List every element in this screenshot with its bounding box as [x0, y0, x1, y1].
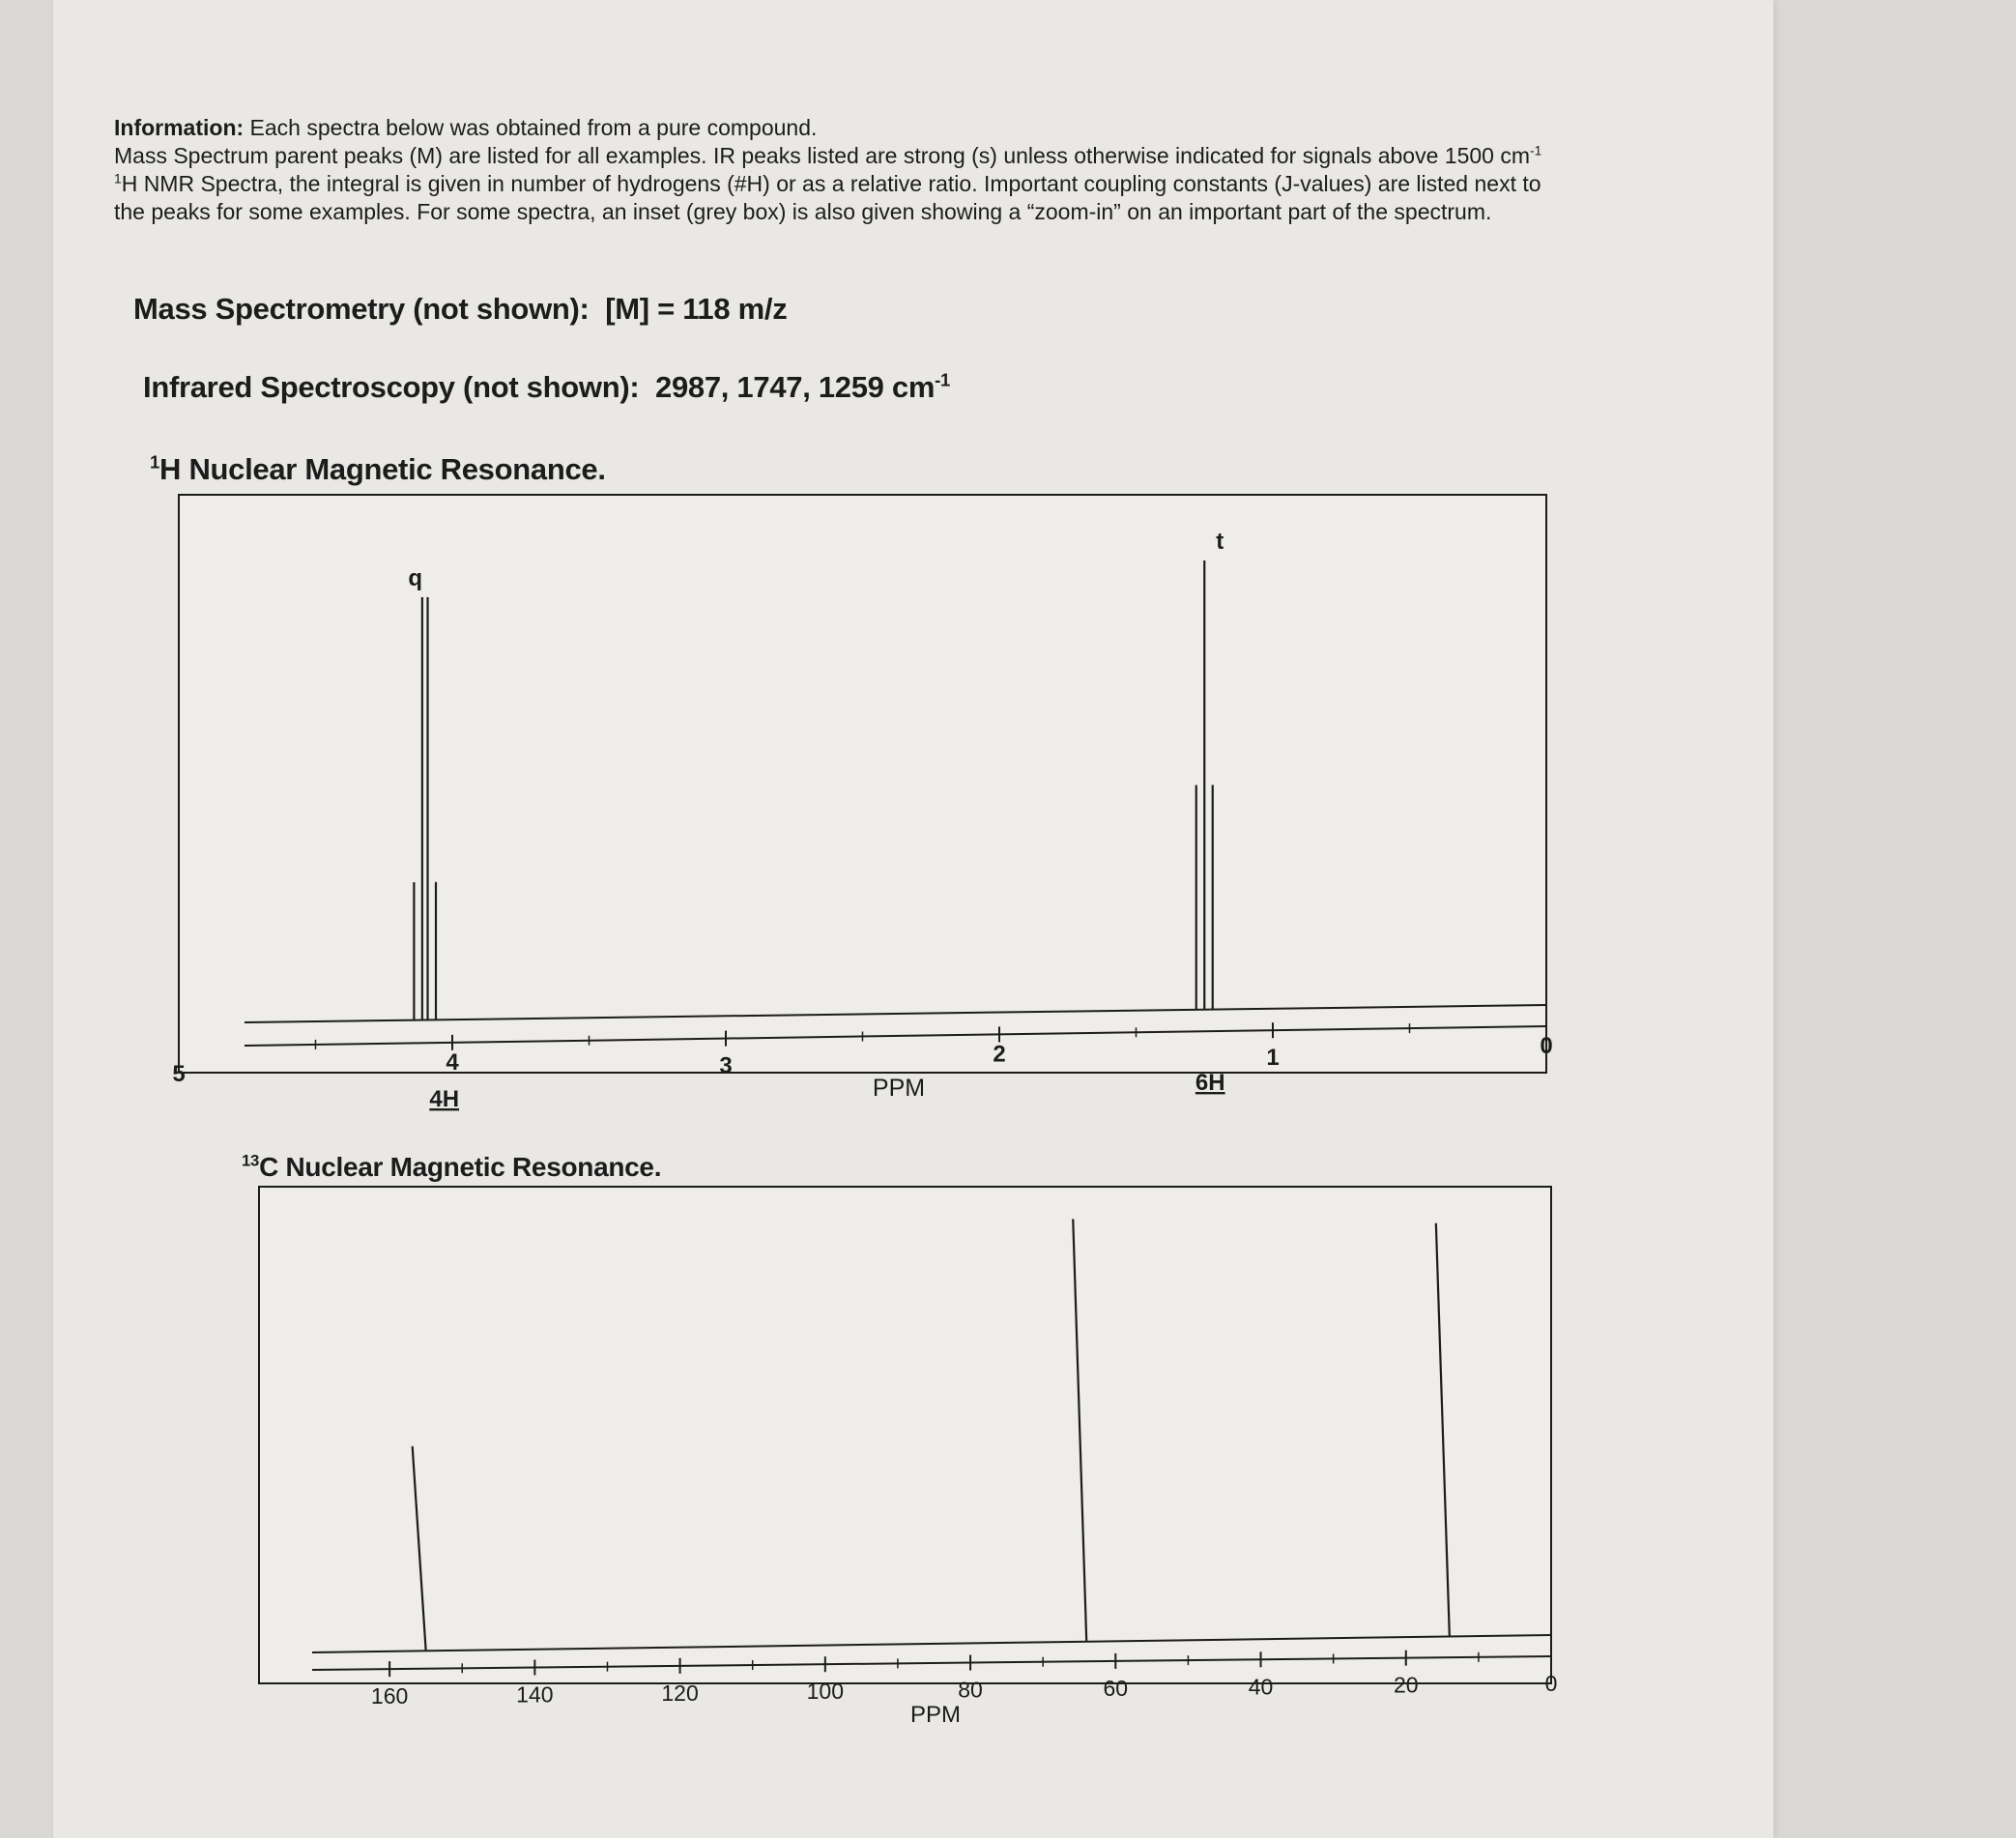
- h-x-axis-label: PPM: [872, 1075, 926, 1102]
- h-x-tick-label: 5: [172, 1061, 186, 1088]
- ir-unit-sup: -1: [935, 369, 951, 390]
- intro-line-1-text: Each spectra below was obtained from a pure compound.: [249, 115, 818, 140]
- mass-spec-value: [M] = 118 m/z: [605, 292, 788, 326]
- c-x-tick-label: 0: [1544, 1671, 1558, 1696]
- h-nmr-title-sup: 1: [150, 451, 160, 473]
- h-peak-integral: 4H: [429, 1086, 460, 1112]
- intro-line-4-text: the peaks for some examples. For some spectra, an inset (grey box) is also given showing a “zoom-in” on an important part of the spectrum.: [114, 199, 1492, 224]
- c-x-tick-label: 40: [1248, 1674, 1274, 1700]
- h-peak-multiplicity: t: [1216, 529, 1224, 555]
- h-x-tick-label: 3: [719, 1052, 733, 1079]
- c-x-tick-label: 20: [1393, 1672, 1419, 1698]
- intro-line-3-text: H NMR Spectra, the integral is given in number of hydrogens (#H) or as a relative ratio. Important coupling constants (J-values) are listed next to: [121, 171, 1541, 196]
- h-peak-multiplicity: q: [408, 565, 423, 592]
- h-plot-frame: [179, 495, 1546, 1073]
- ir-value: 2987, 1747, 1259 cm: [655, 370, 936, 404]
- c-nmr-spectrum: [259, 1187, 1557, 1728]
- h-peak-integral: 6H: [1195, 1070, 1225, 1096]
- c-x-tick-label: 60: [1103, 1675, 1129, 1701]
- c-nmr-title-sup: 13: [242, 1151, 260, 1170]
- c-x-tick-label: 100: [806, 1679, 845, 1705]
- mass-spec-label: Mass Spectrometry (not shown):: [133, 292, 590, 326]
- h-x-tick-label: 0: [1540, 1033, 1553, 1059]
- c-x-axis-label: PPM: [909, 1702, 962, 1728]
- c-nmr-title-text: C Nuclear Magnetic Resonance.: [259, 1152, 662, 1182]
- ir-label: Infrared Spectroscopy (not shown):: [143, 370, 640, 404]
- h-nmr-spectrum: [172, 495, 1552, 1112]
- h-x-tick-label: 2: [993, 1041, 1006, 1068]
- c-x-tick-label: 160: [370, 1683, 409, 1709]
- c-x-tick-label: 120: [661, 1680, 699, 1706]
- h-nmr-title-text: H Nuclear Magnetic Resonance.: [159, 452, 606, 486]
- intro-line-2-text: Mass Spectrum parent peaks (M) are listed for all examples. IR peaks listed are strong (s) unless otherwise indicated for signals above 1500 cm: [114, 143, 1530, 168]
- intro-lead: Information:: [114, 115, 245, 140]
- c-x-tick-label: 140: [516, 1681, 554, 1708]
- c-x-tick-label: 80: [958, 1677, 983, 1703]
- c-plot-frame: [259, 1187, 1551, 1683]
- h-x-tick-label: 1: [1266, 1045, 1280, 1072]
- intro-line-3-sup: 1: [114, 171, 122, 187]
- intro-line-2-sup: -1: [1530, 143, 1542, 158]
- h-x-tick-label: 4: [446, 1048, 459, 1076]
